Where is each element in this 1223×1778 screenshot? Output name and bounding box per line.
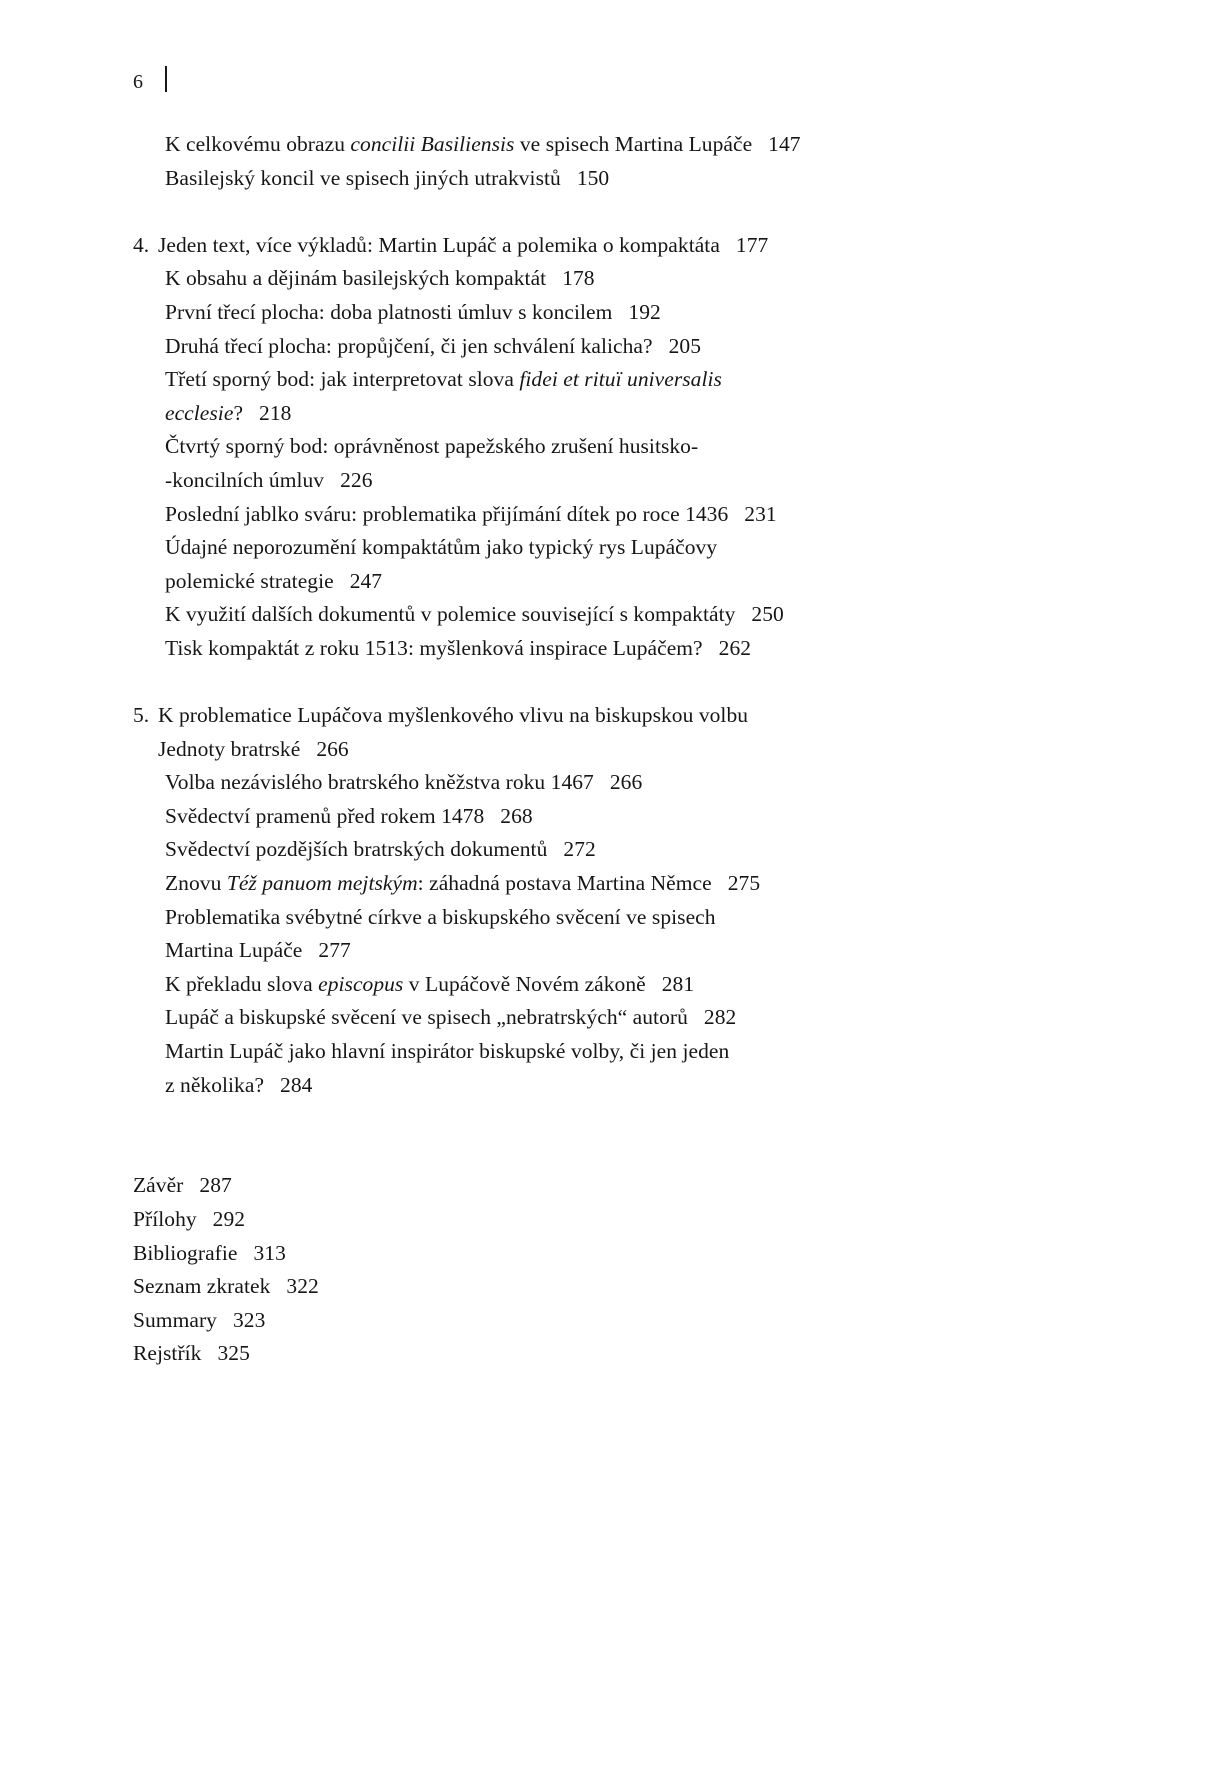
toc-section-number: 5. [133,703,150,728]
toc-entry-page-number: 268 [500,803,533,828]
section-spacer [133,195,1093,229]
toc-entry[interactable] [133,733,1093,767]
toc-entry-title: Summary [133,1307,217,1332]
toc-entry[interactable] [133,968,1093,1002]
toc-entry-title: K překladu slova [165,971,319,996]
toc-entry-title: Přílohy [133,1207,197,1231]
toc-entry[interactable] [133,430,1093,464]
toc-entry-title: Basilejský koncil ve spisech jiných utrakvistů [165,165,561,190]
toc-entry-title-tail: : záhadná postava Martina Němce [417,871,712,896]
toc-entry-title: Lupáč a biskupské svěcení ve spisech „nebratrských“ autorů [165,1005,688,1030]
toc-entry-page-number: 218 [259,400,292,425]
toc-entry-page-number: 178 [562,266,595,291]
toc-entry[interactable] [133,766,1093,800]
toc-entry-page-number: 247 [349,568,383,593]
toc-entry-page-number: 287 [199,1173,232,1198]
toc-entry-title: Čtvrtý sporný bod: oprávněnost papežského zrušení husitsko- [165,434,699,459]
toc-section-entry[interactable] [133,699,1093,733]
toc-entry[interactable] [133,800,1093,834]
toc-entry[interactable] [133,632,1093,666]
toc-entry-page-number: 147 [768,132,801,156]
toc-entry-page-number: 281 [661,971,695,996]
toc-entry-italic-term: episcopus [318,971,404,996]
toc-entry-italic-term: ecclesie [165,400,234,425]
toc-entry[interactable] [133,296,1093,330]
toc-entry-title: Jeden text, více výkladů: Martin Lupáč a polemika o kompaktáta [158,232,720,257]
toc-entry-italic-term: concilii Basiliensis [350,132,515,156]
toc-entry-title: z několika? [165,1072,265,1097]
toc-entry-title: Rejstřík [133,1341,202,1366]
section-spacer [133,666,1093,700]
toc-entry-title: Martin Lupáč jako hlavní inspirátor biskupské volby, či jen jeden [165,1039,730,1064]
toc-entry-page-number: 266 [316,736,349,761]
toc-entry-title: Martina Lupáče [165,938,303,963]
toc-section-entry[interactable] [133,229,1093,263]
toc-entry-title: Seznam zkratek [133,1274,271,1299]
toc-entry-title: První třecí plocha: doba platnosti úmluv s koncilem [165,299,613,324]
section-spacer [133,1102,1093,1136]
toc-entry-title: K celkovému obrazu [165,132,351,156]
toc-entry-page-number: 266 [609,770,643,795]
toc-entry[interactable] [133,565,1093,599]
toc-entry-page-number: 250 [751,602,784,627]
toc-entry-italic-term: fidei et rituï universalis [519,367,722,392]
toc-entry-page-number: 205 [668,333,701,358]
toc-entry-page-number: 323 [232,1307,266,1332]
toc-entry-title: Svědectví pozdějších bratrských dokumentů [165,837,548,862]
toc-entry[interactable] [133,833,1093,867]
toc-entry-title: Svědectví pramenů před rokem 1478 [165,803,485,828]
toc-section-number: 4. [133,232,150,257]
toc-entry-page-number: 325 [217,1341,250,1366]
toc-entry-title-tail: ve spisech Martina Lupáče [514,132,753,156]
toc-entry-title: Poslední jablko sváru: problematika přijímání dítek po roce 1436 [165,501,729,526]
toc-entry-title: Bibliografie [133,1240,238,1265]
toc-entry-title: K obsahu a dějinám basilejských kompaktát [165,266,547,291]
toc-entry[interactable] [133,464,1093,498]
toc-entry[interactable] [133,531,1093,565]
toc-entry-title: Jednoty bratrské [158,736,301,761]
toc-entry[interactable] [133,1237,1093,1271]
section-spacer [133,1136,1093,1170]
toc-entry-title: polemické strategie [165,568,334,593]
toc-entry-page-number: 192 [628,299,661,324]
toc-entry-italic-term: Též panuom mejtským [226,871,418,896]
toc-entry-page-number: 277 [318,938,351,963]
toc-entry-title: Údajné neporozumění kompaktátům jako typický rys Lupáčovy [165,535,718,560]
toc-entry-title: Druhá třecí plocha: propůjčení, či jen schválení kalicha? [165,333,653,358]
toc-entry-page-number: 150 [576,165,610,190]
toc-entry[interactable] [133,901,1093,935]
toc-entry-page-number: 313 [253,1240,286,1265]
toc-entry-page-number: 284 [280,1072,313,1097]
running-head [133,62,167,94]
toc-entry[interactable] [133,934,1093,968]
toc-entry[interactable] [133,1203,1093,1237]
toc-entry[interactable] [133,1304,1093,1338]
toc-entry-title: -koncilních úmluv [165,467,325,492]
toc-entry[interactable] [133,397,1093,431]
toc-entry-page-number: 262 [718,635,752,660]
toc-entry-title: Třetí sporný bod: jak interpretovat slova [165,367,520,392]
toc-entry-page-number: 272 [563,837,596,862]
toc-entry-title: Problematika svébytné církve a biskupského svěcení ve spisech [165,904,716,929]
toc-entry[interactable] [133,128,1093,162]
toc-entry-title-tail: v Lupáčově Novém zákoně [403,971,646,996]
toc-entry-title: Znovu [165,871,227,896]
toc-entry-page-number: 292 [212,1207,246,1231]
toc-entry[interactable] [133,162,1093,196]
toc-entry-page-number: 275 [727,871,761,896]
toc-entry[interactable] [133,1337,1093,1371]
toc-entry-title: ? [233,400,244,425]
toc-entry-title: K využití dalších dokumentů v polemice související s kompaktáty [165,602,736,627]
toc-entry-title: K problematice Lupáčova myšlenkového vlivu na biskupskou volbu [158,703,749,728]
toc-entry-page-number: 231 [744,501,777,526]
toc-entry[interactable] [133,1270,1093,1304]
toc-entry[interactable] [133,1001,1093,1035]
toc-entry[interactable] [133,1169,1093,1203]
toc-entry[interactable] [133,498,1093,532]
toc-entry[interactable] [133,1069,1093,1103]
toc-entry[interactable] [133,867,1093,901]
toc-entry-page-number: 226 [340,467,373,492]
table-of-contents [133,128,1093,1371]
folio-separator-rule [165,66,167,92]
toc-entry[interactable] [133,598,1093,632]
toc-entry[interactable] [133,1035,1093,1069]
toc-entry-title: Závěr [133,1173,184,1198]
toc-entry-title: Volba nezávislého bratrského kněžstva roku 1467 [165,770,594,795]
toc-entry-title: Tisk kompaktát z roku 1513: myšlenková inspirace Lupáčem? [165,635,703,660]
page-folio-number: 6 [133,71,144,93]
toc-entry-page-number: 322 [286,1274,319,1299]
toc-entry[interactable] [133,330,1093,364]
toc-entry-page-number: 282 [703,1005,737,1030]
toc-entry[interactable] [133,363,1093,397]
toc-entry-page-number: 177 [735,232,769,257]
toc-entry[interactable] [133,262,1093,296]
